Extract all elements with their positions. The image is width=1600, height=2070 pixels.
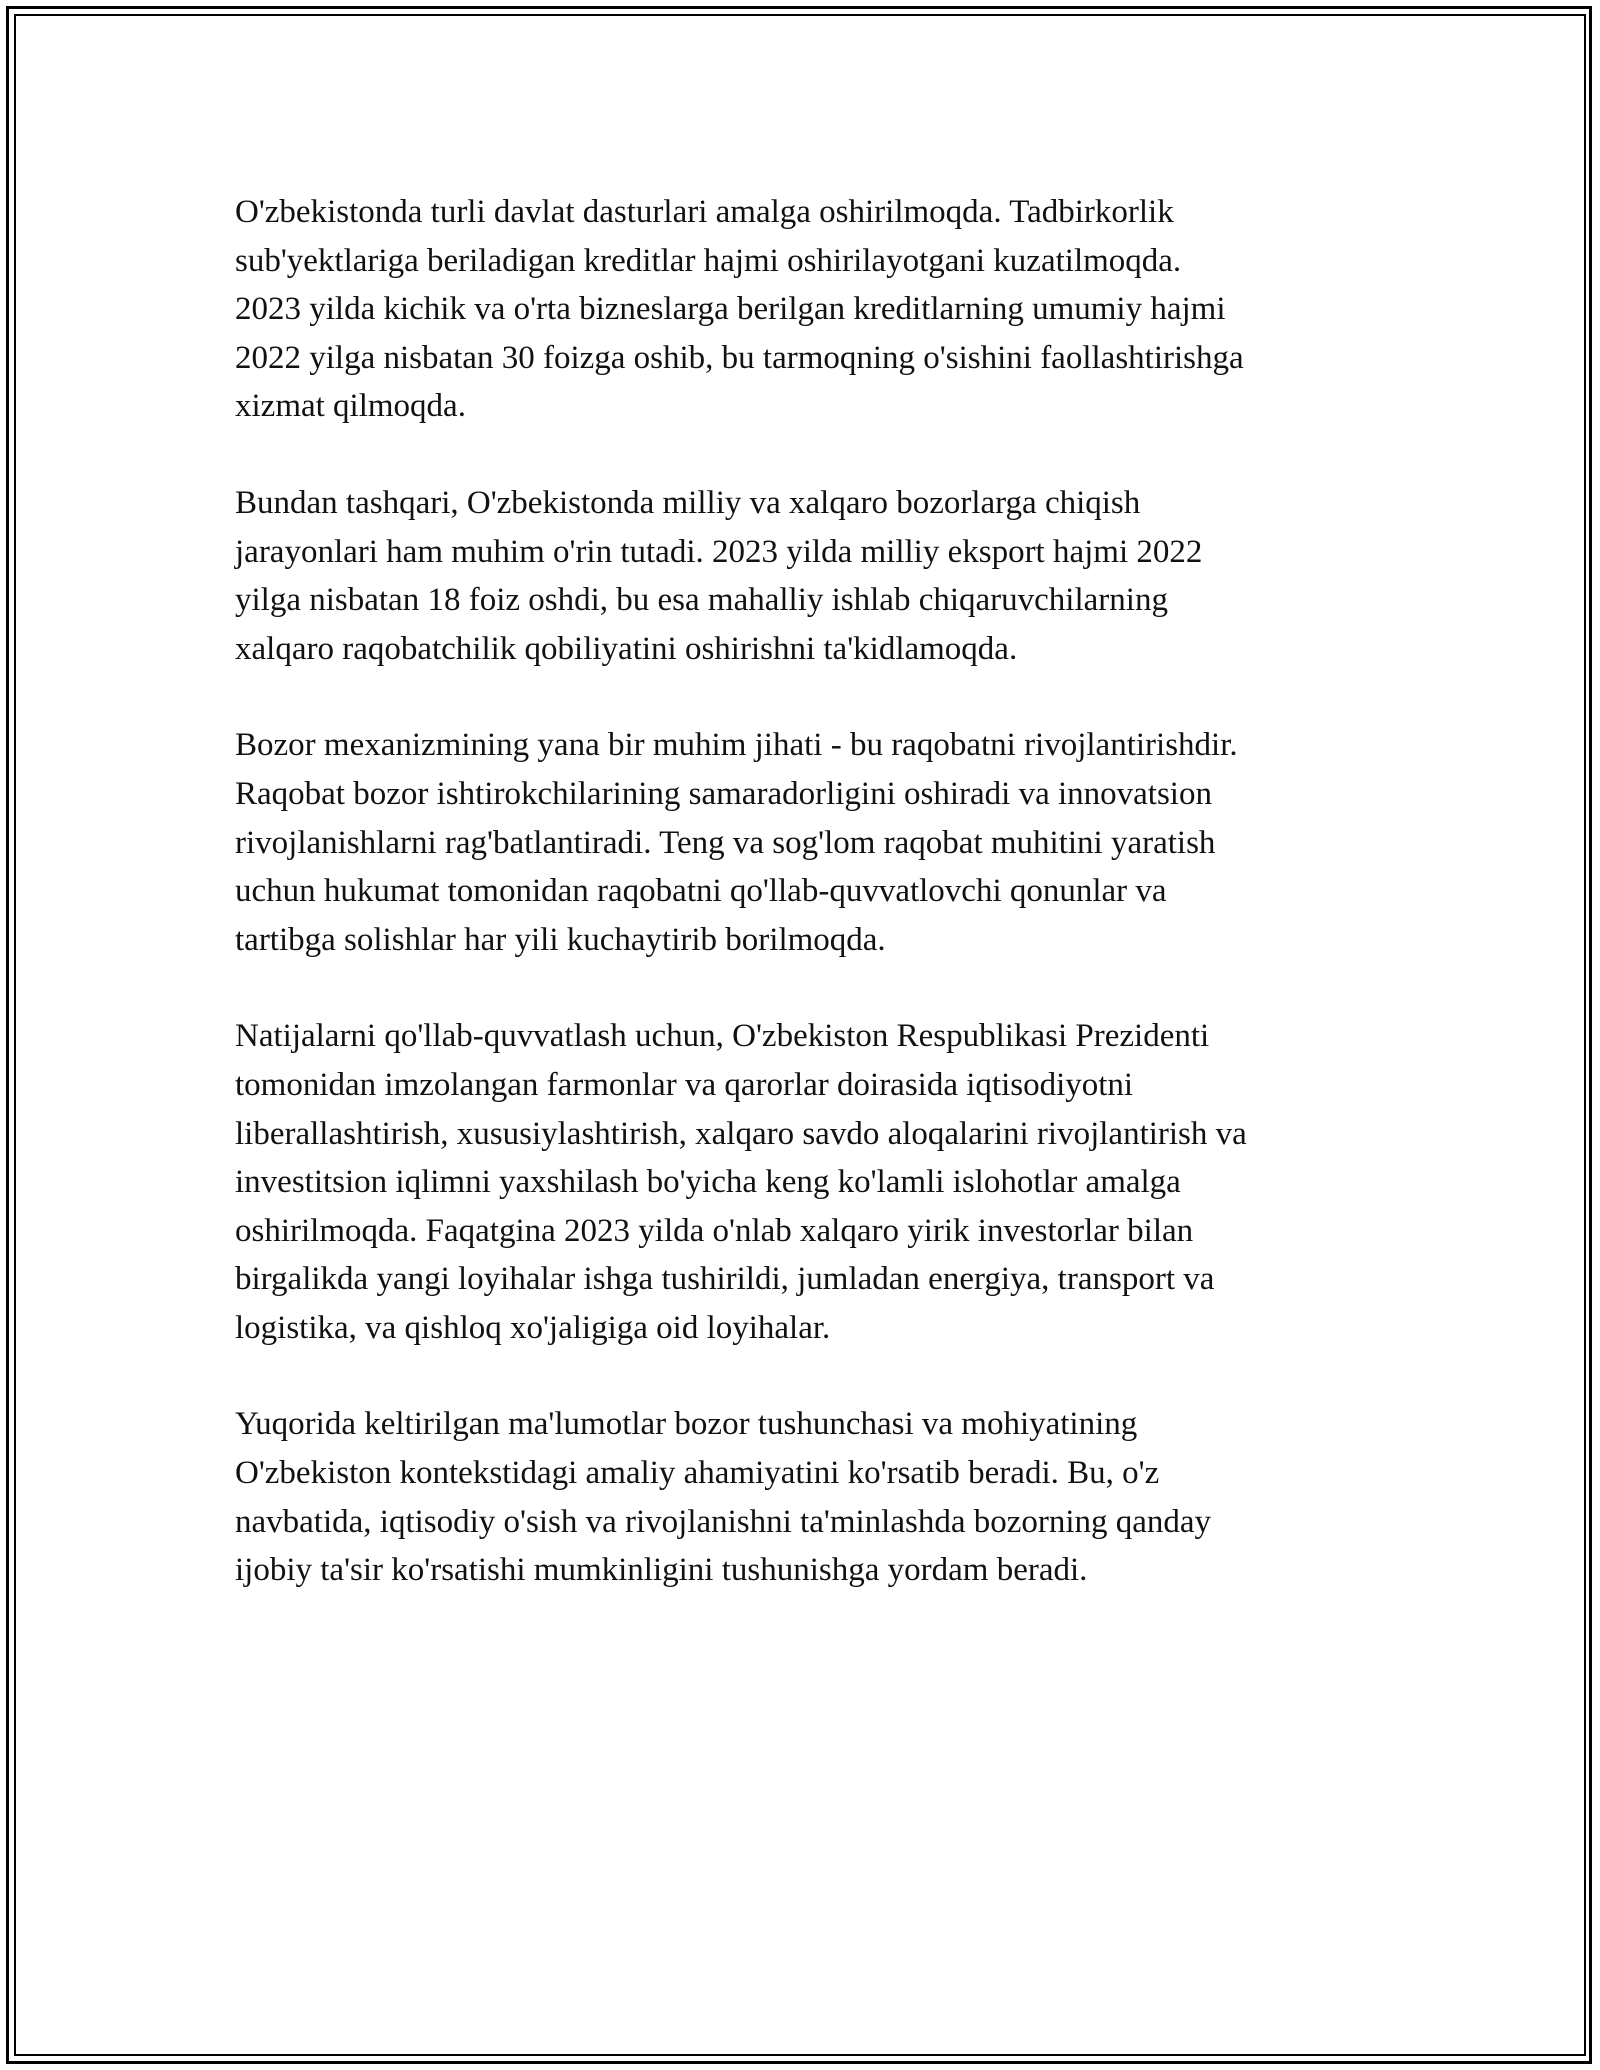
text-line: navbatida, iqtisodiy o'sish va rivojlanishni ta'minlashda bozorning qanday	[235, 1503, 1212, 1540]
text-line: xalqaro raqobatchilik qobiliyatini oshirishni ta'kidlamoqda.	[235, 630, 1018, 667]
text-line: tartibga solishlar har yili kuchaytirib borilmoqda.	[235, 921, 886, 958]
text-line: 2022 yilga nisbatan 30 foizga oshib, bu tarmoqning o'sishini faollashtirishga	[235, 339, 1244, 376]
text-line: Raqobat bozor ishtirokchilarining samaradorligini oshiradi va innovatsion	[235, 775, 1212, 812]
text-line: logistika, va qishloq xo'jaligiga oid loyihalar.	[235, 1309, 831, 1346]
paragraph-credit-volume	[235, 188, 1375, 431]
text-line: uchun hukumat tomonidan raqobatni qo'llab-quvvatlovchi qonunlar va	[235, 873, 1167, 910]
text-line: rivojlanishlarni rag'batlantiradi. Teng va sog'lom raqobat muhitini yaratish	[235, 824, 1216, 861]
text-line: sub'yektlariga beriladigan kreditlar hajmi oshirilayotgani kuzatilmoqda.	[235, 242, 1182, 279]
paragraph-competition	[235, 721, 1375, 964]
text-line: jarayonlari ham muhim o'rin tutadi. 2023 yilda milliy eksport hajmi 2022	[235, 533, 1203, 570]
text-line: tomonidan imzolangan farmonlar va qarorlar doirasida iqtisodiyotni	[235, 1066, 1134, 1103]
text-line: Bundan tashqari, O'zbekistonda milliy va xalqaro bozorlarga chiqish	[235, 484, 1141, 521]
text-line: Yuqorida keltirilgan ma'lumotlar bozor tushunchasi va mohiyatining	[235, 1406, 1138, 1443]
text-line: Bozor mexanizmining yana bir muhim jihati - bu raqobatni rivojlantirishdir.	[235, 727, 1238, 764]
text-line: yilga nisbatan 18 foiz oshdi, bu esa mahalliy ishlab chiqaruvchilarning	[235, 582, 1168, 619]
text-line: O'zbekistonda turli davlat dasturlari amalga oshirilmoqda. Tadbirkorlik	[235, 194, 1174, 230]
text-line: birgalikda yangi loyihalar ishga tushirildi, jumladan energiya, transport va	[235, 1261, 1215, 1298]
text-line: Natijalarni qo'llab-quvvatlash uchun, O'zbekiston Respublikasi Prezidenti	[235, 1018, 1210, 1055]
text-line: ijobiy ta'sir ko'rsatishi mumkinligini tushunishga yordam beradi.	[235, 1552, 1088, 1589]
text-line: oshirilmoqda. Faqatgina 2023 yilda o'nlab xalqaro yirik investorlar bilan	[235, 1212, 1194, 1249]
paragraph-export	[235, 479, 1375, 673]
paragraph-conclusion	[235, 1400, 1375, 1594]
text-line: investitsion iqlimni yaxshilash bo'yicha keng ko'lamli islohotlar amalga	[235, 1164, 1181, 1201]
text-line: xizmat qilmoqda.	[235, 388, 466, 425]
text-line: 2023 yilda kichik va o'rta bizneslarga berilgan kreditlarning umumiy hajmi	[235, 291, 1226, 328]
document-body	[235, 188, 1375, 1643]
text-line: liberallashtirish, xususiylashtirish, xalqaro savdo aloqalarini rivojlantirish va	[235, 1115, 1247, 1152]
text-line: O'zbekiston kontekstidagi amaliy ahamiyatini ko'rsatib beradi. Bu, o'z	[235, 1455, 1160, 1492]
paragraph-reforms	[235, 1012, 1375, 1352]
